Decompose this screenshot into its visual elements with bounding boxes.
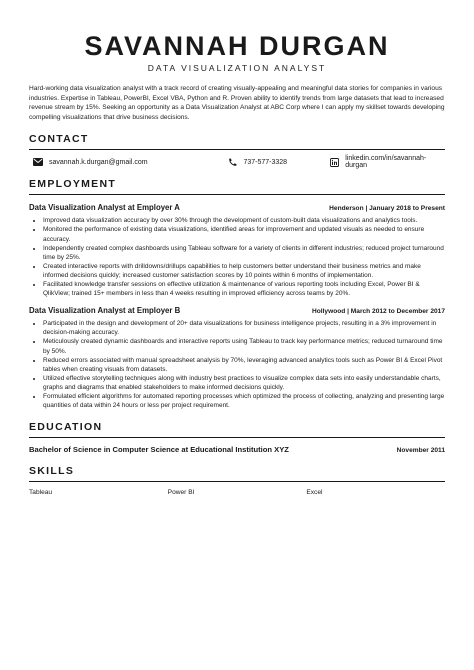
linkedin-text: linkedin.com/in/savannah-durgan: [345, 155, 427, 170]
skill-item: Tableau: [29, 489, 53, 497]
job-bullets-b: [29, 319, 445, 410]
envelope-icon: [33, 157, 43, 167]
employment-divider: [29, 194, 445, 195]
contact-linkedin[interactable]: [330, 155, 445, 169]
contact-divider: [29, 149, 445, 150]
job-header-b: [29, 306, 445, 315]
job-header-a: [29, 203, 445, 212]
list-item: • Created interactive reports with drilldowns/drillups capabilities to help customers better understand their business metrics and make informed decisions quickly; increased customer satisfaction scores by 10 points within 6 months of implementation.: [43, 262, 445, 280]
list-item: • Improved data visualization accuracy by over 30% through the development of custom-built data visualizations and analytics tools.: [43, 216, 445, 225]
job-meta-b: Hollywood | March 2012 to December 2017: [311, 308, 445, 316]
list-item: • Meticulously created dynamic dashboards and interactive reports using Tableau to track key performance metrics; reduced turnaround time by 50%.: [43, 337, 445, 355]
list-item: • Monitored the performance of existing data visualizations, identified areas for improvement and updated visuals as needed to ensure accuracy.: [43, 225, 445, 243]
summary-paragraph: Hard-working data visualization analyst with a track record of creating visually-appealing and meaningful data stories for companies in various industries. Expertise in Tableau, PowerBI, Excel VBA, Python and R. Proven ability to identify trends from large datasets that lead to increased revenue stream by 15%. Seeking an opportunity as a Data Visualization Analyst at ABC Corp where I can apply my skillset towards developing compelling visualizations that drive business decisions.: [29, 85, 445, 121]
skill-item: Power BI: [167, 489, 195, 497]
list-item: • Facilitated knowledge transfer sessions on effective utilization & maintenance of various reporting tools including Excel, Power BI & QlikView; trained 15+ members in less than 4 weeks resulting in improved efficiency across teams by 20%.: [43, 280, 445, 298]
job-title-b: Data Visualization Analyst at Employer B: [29, 306, 181, 316]
education-heading: EDUCATION: [29, 421, 103, 434]
skills-divider: [29, 481, 445, 482]
education-divider: [29, 437, 445, 438]
skills-row: [29, 489, 445, 496]
contact-row: [29, 155, 445, 170]
list-item: • Formulated efficient algorithms for automated reporting processes which optimized the process of collecting, analyzing and presenting large quantities of data within 24 hours or less per project requirement.: [43, 392, 445, 410]
list-item: • Independently created complex dashboards using Tableau software for a variety of clients in different industries; reduced project turnaround time by 25%.: [43, 244, 445, 262]
linkedin-icon: [330, 157, 340, 167]
contact-email[interactable]: [33, 157, 227, 167]
list-item: • Participated in the design and development of 20+ data visualizations for business intelligence projects, resulting in a 3% improvement in decision-making accuracy.: [43, 319, 445, 337]
job-bullets-a: [29, 216, 445, 298]
skills-heading: SKILLS: [29, 465, 75, 478]
email-text: savannah.k.durgan@gmail.com: [49, 158, 148, 166]
job-meta-a: Henderson | January 2018 to Present: [329, 205, 445, 213]
contact-heading: CONTACT: [29, 133, 89, 146]
phone-icon: [227, 157, 237, 167]
education-row: [29, 445, 445, 454]
candidate-name: SAVANNAH DURGAN: [84, 31, 390, 61]
list-item: • Reduced errors associated with manual spreadsheet analysis by 70%, leveraging advanced analytics tools such as Power BI & Excel Pivot tables when creating visuals from datasets.: [43, 356, 445, 374]
contact-phone[interactable]: [227, 157, 329, 167]
job-title-a: Data Visualization Analyst at Employer A: [29, 203, 180, 213]
education-date: November 2011: [396, 447, 445, 455]
skill-item: Excel: [306, 489, 323, 497]
education-degree: Bachelor of Science in Computer Science at Educational Institution XYZ: [29, 445, 289, 455]
list-item: • Utilized effective storytelling techniques along with industry best practices to visualize complex data sets into easily understandable charts, graphs and diagrams that enabled stakeholders to make informed decisions quickly.: [43, 374, 445, 392]
job-title-heading: DATA VISUALIZATION ANALYST: [147, 63, 327, 73]
phone-text: 737-577-3328: [243, 158, 288, 166]
employment-heading: EMPLOYMENT: [29, 178, 117, 191]
